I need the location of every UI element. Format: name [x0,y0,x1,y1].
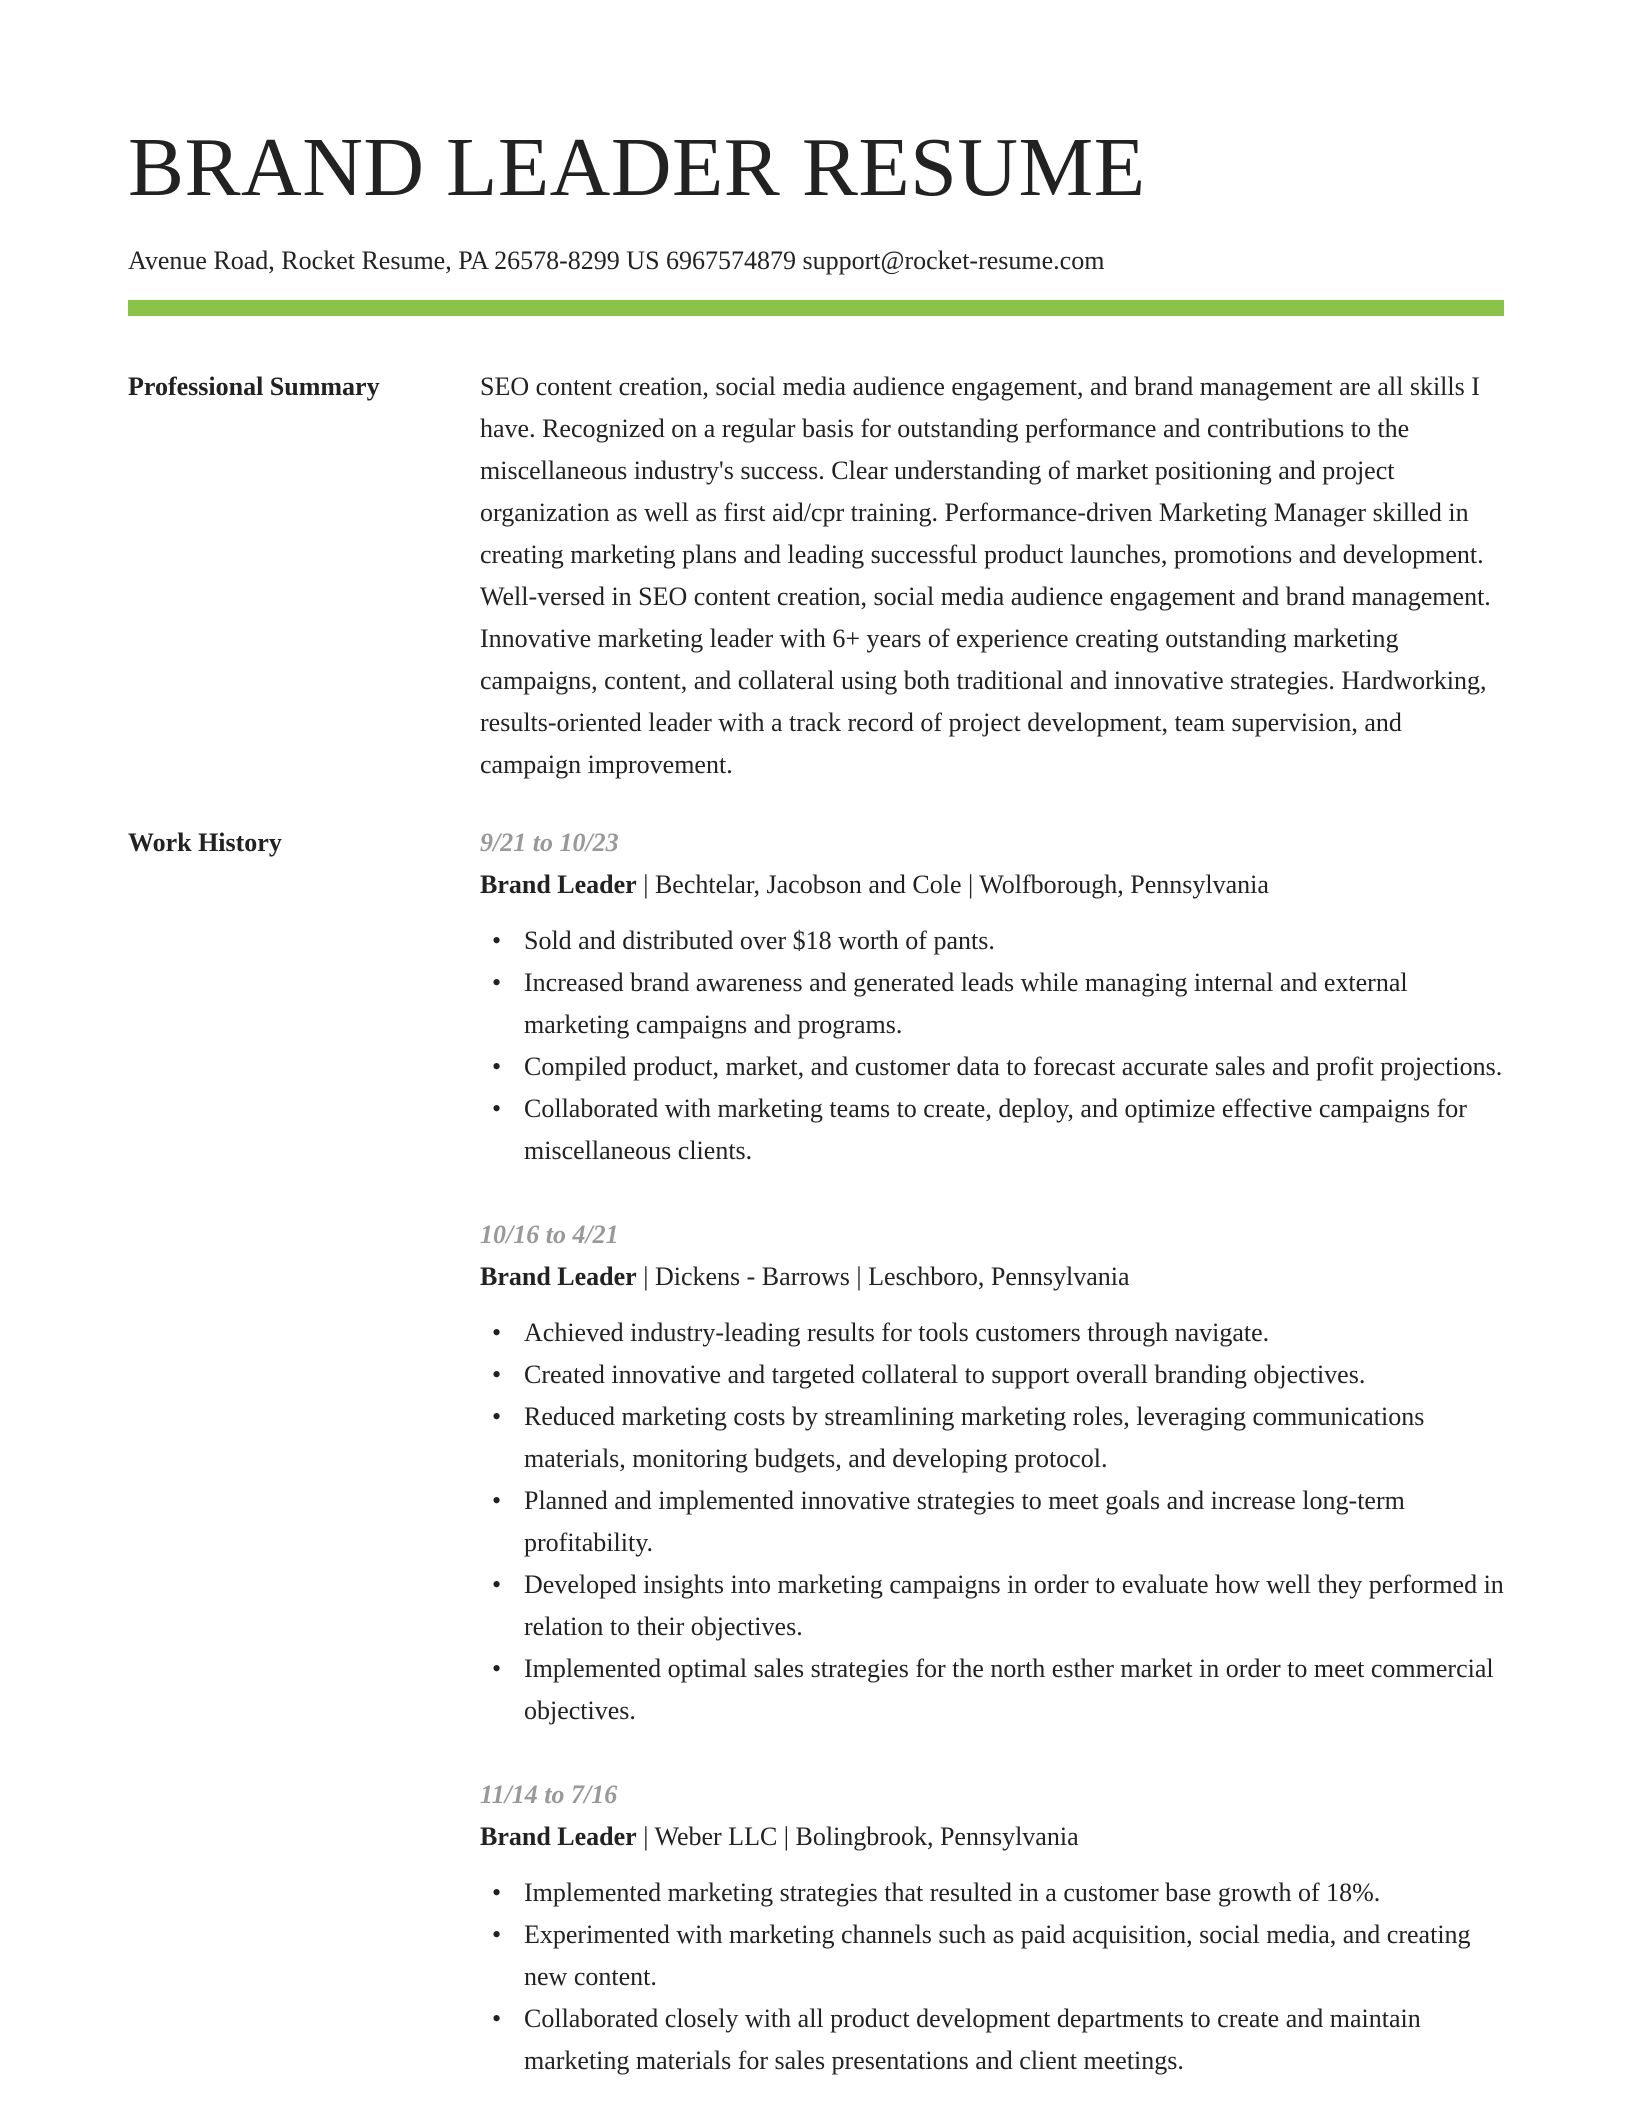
section-heading-work-history: Work History [128,828,282,857]
job-dates: 9/21 to 10/23 [480,828,619,857]
job-title: Brand Leader [480,1262,637,1291]
separator: | [636,870,655,899]
separator: | [849,1262,869,1291]
job-bullet: • Achieved industry-leading results for tools customers through navigate. [524,1312,1504,1354]
summary-text: SEO content creation, social media audience engagement, and brand management are all skills I have. Recognized on a regular basis for outstanding performance and contributions to the miscellaneous industry's success. Clear understanding of market positioning and project organization as well as first aid/cpr training. Performance-driven Marketing Manager skilled in creating marketing plans and leading successful product launches, promotions and development. Well-versed in SEO content creation, social media audience engagement and brand management. Innovative marketing leader with 6+ years of experience creating outstanding marketing campaigns, content, and collateral using both traditional and innovative strategies. Hardworking, results-oriented leader with a track record of project development, team supervision, and campaign improvement. [480,372,1491,779]
job-bullet: • Planned and implemented innovative strategies to meet goals and increase long-term profitability. [524,1480,1504,1564]
work-history-section [128,822,1504,2124]
job-dates: 11/14 to 7/16 [480,1780,618,1809]
separator: | [961,870,980,899]
job-bullet-list [480,1312,1504,1732]
job-title: Brand Leader [480,1822,637,1851]
separator: | [636,1262,655,1291]
job-company: Bechtelar, Jacobson and Cole [654,870,962,899]
job-bullet-list [480,920,1504,1172]
contact-line: Avenue Road, Rocket Resume, PA 26578-8299 US 6967574879 support@rocket-resume.com [128,246,1105,275]
resume-page [128,120,1504,2124]
separator: | [777,1822,796,1851]
job-dates: 10/16 to 4/21 [480,1220,619,1249]
job-title-line [480,1816,1504,1858]
accent-divider [128,300,1504,316]
separator: | [636,1822,655,1851]
job-bullet: • Collaborated with marketing teams to create, deploy, and optimize effective campaigns for miscellaneous clients. [524,1088,1504,1172]
job-title-line [480,1256,1504,1298]
job-bullet: • Collaborated closely with all product development departments to create and maintain marketing materials for sales presentations and client meetings. [524,1998,1504,2082]
job-title-line [480,864,1504,906]
job-bullet: • Implemented marketing strategies that resulted in a customer base growth of 18%. [524,1872,1504,1914]
job-company: Dickens - Barrows [654,1262,850,1291]
professional-summary-section [128,366,1504,786]
job-bullet: • Reduced marketing costs by streamlining marketing roles, leveraging communications materials, monitoring budgets, and developing protocol. [524,1396,1504,1480]
job-bullet: • Increased brand awareness and generated leads while managing internal and external marketing campaigns and programs. [524,962,1504,1046]
job-bullet: • Implemented optimal sales strategies for the north esther market in order to meet commercial objectives. [524,1648,1504,1732]
job-entry [480,1774,1504,2082]
job-bullet: • Experimented with marketing channels such as paid acquisition, social media, and creating new content. [524,1914,1504,1998]
resume-title: BRAND LEADER RESUME [128,121,1146,214]
job-bullet: • Compiled product, market, and customer data to forecast accurate sales and profit projections. [524,1046,1504,1088]
section-heading-summary: Professional Summary [128,372,380,401]
job-bullet-list [480,1872,1504,2082]
job-location: Leschboro, Pennsylvania [868,1262,1130,1291]
job-location: Wolfborough, Pennsylvania [979,870,1269,899]
job-bullet: • Sold and distributed over $18 worth of pants. [524,920,1504,962]
job-entry [480,1214,1504,1732]
job-title: Brand Leader [480,870,637,899]
job-entry [480,822,1504,1172]
job-bullet: • Created innovative and targeted collateral to support overall branding objectives. [524,1354,1504,1396]
job-location: Bolingbrook, Pennsylvania [795,1822,1079,1851]
summary-body [480,366,1504,786]
job-bullet: • Developed insights into marketing campaigns in order to evaluate how well they performed in relation to their objectives. [524,1564,1504,1648]
work-history-body [480,822,1504,2124]
job-company: Weber LLC [654,1822,778,1851]
